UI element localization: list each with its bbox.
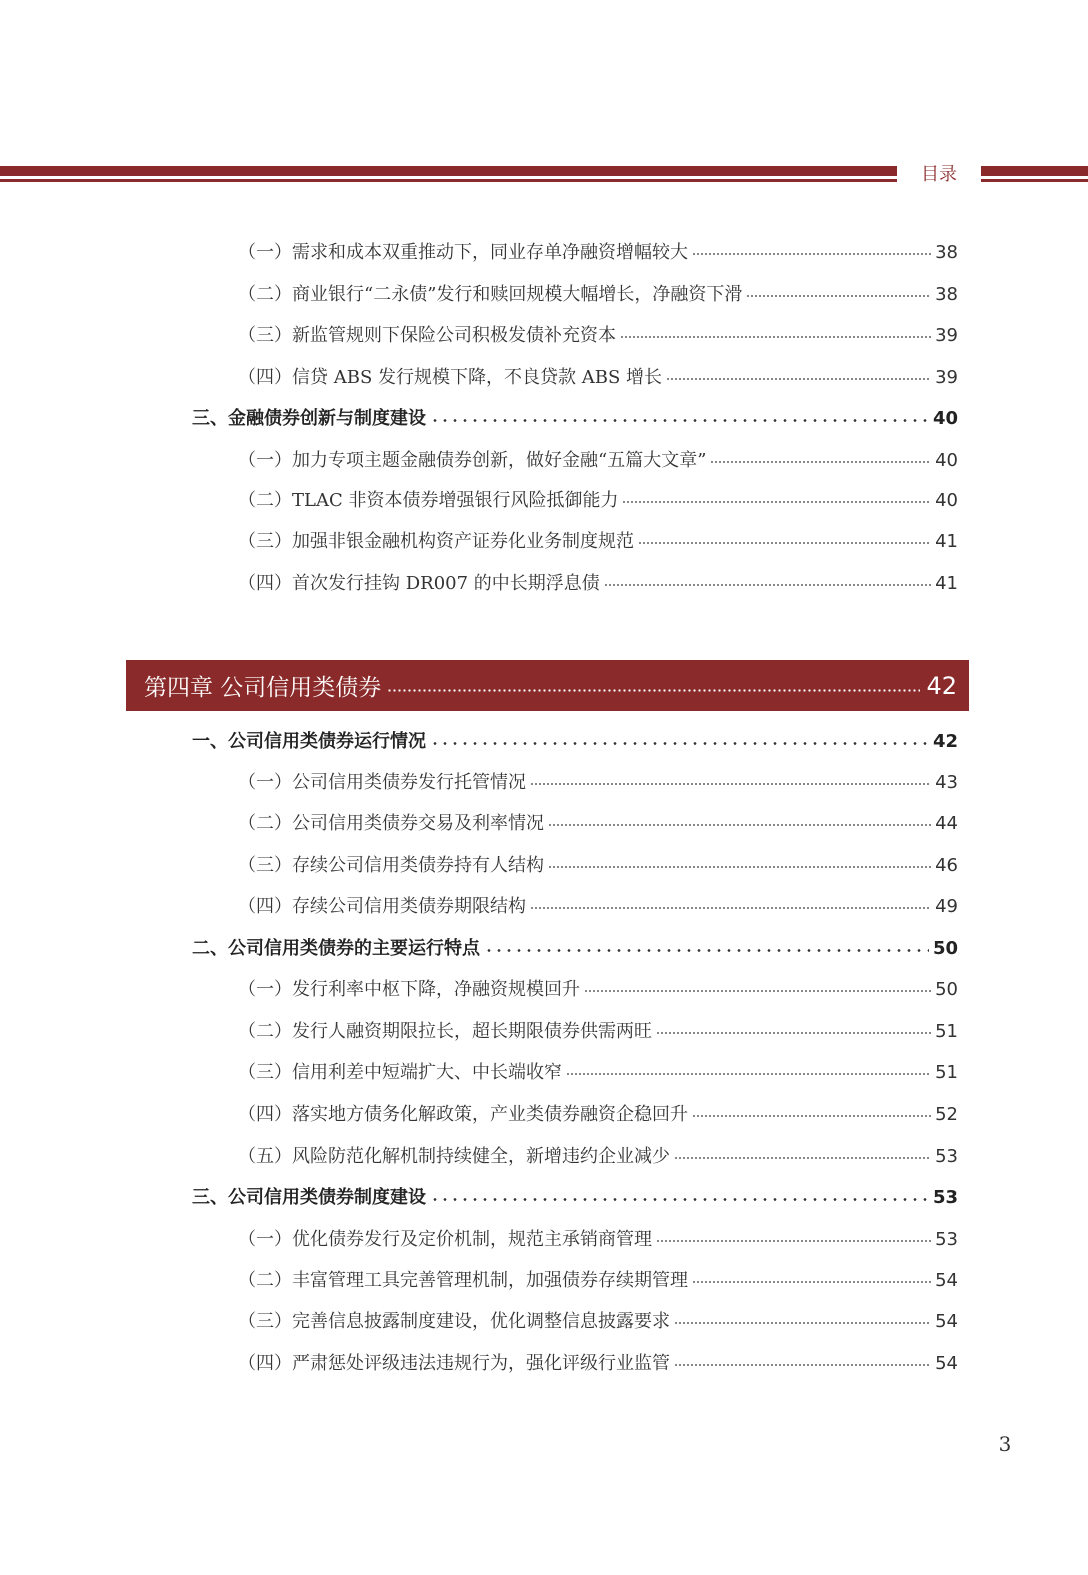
toc-entry[interactable] bbox=[238, 768, 958, 798]
toc-entry[interactable] bbox=[238, 527, 958, 557]
toc-entry-label: （四）落实地方债务化解政策，产业类债券融资企稳回升 bbox=[238, 1104, 688, 1125]
toc-entry[interactable] bbox=[238, 1225, 958, 1255]
toc-entry-label: （五）风险防范化解机制持续健全，新增违约企业减少 bbox=[238, 1146, 670, 1167]
chapter-page: 42 bbox=[926, 671, 957, 700]
toc-entry-page: 40 bbox=[935, 490, 958, 511]
toc-entry-page: 54 bbox=[935, 1353, 958, 1374]
leader-dots bbox=[604, 584, 931, 586]
toc-section-entry[interactable] bbox=[192, 727, 958, 757]
toc-entry-page: 40 bbox=[935, 450, 958, 471]
leader-dots bbox=[692, 253, 931, 255]
toc-entry-page: 44 bbox=[935, 813, 958, 834]
toc-entry-label: （一）发行利率中枢下降，净融资规模回升 bbox=[238, 979, 580, 1000]
leader-dots bbox=[620, 336, 931, 338]
toc-entry-label: （二）丰富管理工具完善管理机制，加强债券存续期管理 bbox=[238, 1270, 688, 1291]
leader-dots bbox=[656, 1240, 931, 1242]
toc-entry-page: 51 bbox=[935, 1021, 958, 1042]
toc-section-page: 50 bbox=[932, 938, 958, 959]
toc-entry-page: 41 bbox=[935, 531, 958, 552]
toc-entry[interactable] bbox=[238, 238, 958, 268]
toc-section-page: 40 bbox=[932, 408, 958, 429]
leader-dots bbox=[548, 824, 931, 826]
toc-entry-label: （二）商业银行“二永债”发行和赎回规模大幅增长，净融资下滑 bbox=[238, 284, 743, 305]
toc-entry[interactable] bbox=[238, 321, 958, 351]
toc-entry-page: 51 bbox=[935, 1062, 958, 1083]
leader-dots bbox=[638, 542, 931, 544]
toc-entry-label: （四）首次发行挂钩 DR007 的中长期浮息债 bbox=[238, 573, 600, 594]
toc-section-entry[interactable] bbox=[192, 404, 958, 434]
toc-section-label: 二、公司信用类债券的主要运行特点 bbox=[192, 938, 480, 959]
toc-section-label: 一、公司信用类债券运行情况 bbox=[192, 731, 426, 752]
leader-dots bbox=[387, 689, 920, 692]
toc-entry-page: 50 bbox=[935, 979, 958, 1000]
toc-entry-label: （三）完善信息披露制度建设，优化调整信息披露要求 bbox=[238, 1311, 670, 1332]
leader-dots bbox=[674, 1364, 931, 1366]
toc-entry[interactable] bbox=[238, 1349, 958, 1379]
toc-entry-label: （四）严肃惩处评级违法违规行为，强化评级行业监管 bbox=[238, 1353, 670, 1374]
toc-entry-page: 43 bbox=[935, 772, 958, 793]
toc-section-entry[interactable] bbox=[192, 1183, 958, 1213]
header-band-left bbox=[0, 166, 897, 182]
toc-entry[interactable] bbox=[238, 1142, 958, 1172]
leader-dots bbox=[584, 990, 931, 992]
leader-dots bbox=[656, 1032, 931, 1034]
toc-entry-page: 46 bbox=[935, 855, 958, 876]
leader-dots bbox=[746, 295, 931, 297]
toc-entry[interactable] bbox=[238, 851, 958, 881]
chapter-banner[interactable] bbox=[126, 660, 969, 711]
leader-dots bbox=[674, 1322, 931, 1324]
leader-dots bbox=[430, 1198, 929, 1201]
toc-entry-page: 39 bbox=[935, 325, 958, 346]
toc-entry-page: 54 bbox=[935, 1311, 958, 1332]
toc-entry-page: 39 bbox=[935, 367, 958, 388]
leader-dots bbox=[710, 461, 931, 463]
toc-entry-page: 52 bbox=[935, 1104, 958, 1125]
toc-entry-page: 53 bbox=[935, 1229, 958, 1250]
leader-dots bbox=[530, 907, 931, 909]
toc-entry-label: （三）加强非银金融机构资产证券化业务制度规范 bbox=[238, 531, 634, 552]
toc-entry[interactable] bbox=[238, 975, 958, 1005]
toc-entry[interactable] bbox=[238, 1307, 958, 1337]
leader-dots bbox=[430, 742, 929, 745]
toc-entry-label: （三）存续公司信用类债券持有人结构 bbox=[238, 855, 544, 876]
toc-entry-label: （一）需求和成本双重推动下，同业存单净融资增幅较大 bbox=[238, 242, 688, 263]
toc-entry-label: （三）新监管规则下保险公司积极发债补充资本 bbox=[238, 325, 616, 346]
leader-dots bbox=[566, 1073, 931, 1075]
page-number: 3 bbox=[998, 1432, 1012, 1456]
leader-dots bbox=[692, 1115, 931, 1117]
toc-entry[interactable] bbox=[238, 1266, 958, 1296]
toc-section-label: 三、公司信用类债券制度建设 bbox=[192, 1187, 426, 1208]
toc-entry-page: 41 bbox=[935, 573, 958, 594]
toc-entry-label: （一）优化债券发行及定价机制，规范主承销商管理 bbox=[238, 1229, 652, 1250]
toc-section-entry[interactable] bbox=[192, 934, 958, 964]
toc-entry[interactable] bbox=[238, 569, 958, 599]
toc-entry-label: （三）信用利差中短端扩大、中长端收窄 bbox=[238, 1062, 562, 1083]
toc-section-page: 53 bbox=[932, 1187, 958, 1208]
toc-entry-page: 38 bbox=[935, 242, 958, 263]
toc-entry-label: （一）公司信用类债券发行托管情况 bbox=[238, 772, 526, 793]
leader-dots bbox=[484, 949, 929, 952]
toc-entry[interactable] bbox=[238, 1017, 958, 1047]
toc-entry[interactable] bbox=[238, 1100, 958, 1130]
leader-dots bbox=[622, 501, 931, 503]
toc-entry[interactable] bbox=[238, 486, 958, 516]
toc-entry-page: 53 bbox=[935, 1146, 958, 1167]
toc-entry-label: （一）加力专项主题金融债券创新，做好金融“五篇大文章” bbox=[238, 450, 707, 471]
leader-dots bbox=[430, 419, 929, 422]
toc-entry[interactable] bbox=[238, 446, 958, 476]
leader-dots bbox=[666, 378, 931, 380]
toc-entry-label: （二）公司信用类债券交易及利率情况 bbox=[238, 813, 544, 834]
header-band-right bbox=[981, 166, 1088, 182]
toc-entry[interactable] bbox=[238, 892, 958, 922]
toc-entry-label: （四）信贷 ABS 发行规模下降，不良贷款 ABS 增长 bbox=[238, 367, 663, 388]
toc-entry[interactable] bbox=[238, 809, 958, 839]
toc-section-page: 42 bbox=[932, 731, 958, 752]
toc-entry[interactable] bbox=[238, 280, 958, 310]
chapter-title: 第四章 公司信用类债券 bbox=[144, 675, 382, 701]
leader-dots bbox=[674, 1157, 931, 1159]
toc-entry-page: 54 bbox=[935, 1270, 958, 1291]
toc-entry[interactable] bbox=[238, 1058, 958, 1088]
toc-entry-label: （二）TLAC 非资本债券增强银行风险抵御能力 bbox=[238, 490, 619, 511]
toc-entry[interactable] bbox=[238, 363, 958, 393]
toc-entry-label: （四）存续公司信用类债券期限结构 bbox=[238, 896, 526, 917]
section-label: 目录 bbox=[921, 164, 957, 185]
toc-entry-page: 49 bbox=[935, 896, 958, 917]
toc-entry-label: （二）发行人融资期限拉长，超长期限债券供需两旺 bbox=[238, 1021, 652, 1042]
leader-dots bbox=[530, 783, 931, 785]
toc-section-label: 三、金融债券创新与制度建设 bbox=[192, 408, 426, 429]
leader-dots bbox=[548, 866, 931, 868]
toc-entry-page: 38 bbox=[935, 284, 958, 305]
leader-dots bbox=[692, 1281, 931, 1283]
